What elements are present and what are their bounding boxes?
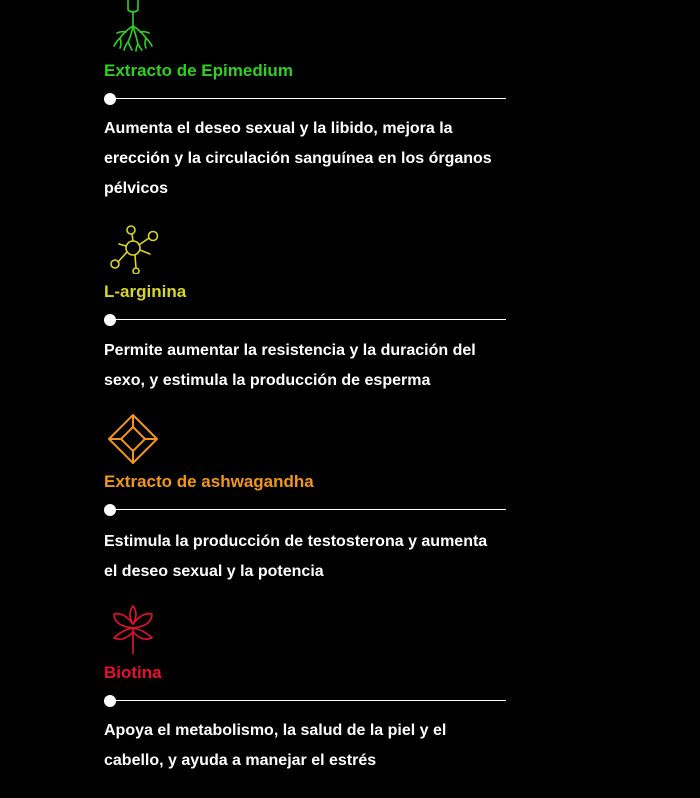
flower-icon (106, 600, 160, 654)
molecule-icon (106, 220, 160, 274)
ingredient-title: Extracto de ashwagandha (104, 472, 314, 491)
divider-dot (104, 314, 116, 326)
ingredient-title: Extracto de Epimedium (104, 61, 293, 80)
ingredient-title: Biotina (104, 663, 162, 682)
divider-line (110, 98, 506, 99)
ingredient-description: Aumenta el deseo sexual y la libido, mejora la erección y la circulación sanguínea en los órganos pélvicos (104, 120, 492, 197)
ingredient-divider (104, 92, 506, 106)
crystal-icon (106, 412, 160, 466)
root-icon (106, 0, 160, 52)
divider-dot (104, 695, 116, 707)
divider-line (110, 319, 506, 320)
divider-dot (104, 93, 116, 105)
ingredient-description: Permite aumentar la resistencia y la duración del sexo, y estimula la producción de esperma (104, 342, 476, 389)
ingredient-title: L-arginina (104, 282, 187, 301)
ingredient-description: Apoya el metabolismo, la salud de la piel y el cabello, y ayuda a manejar el estrés (104, 722, 447, 769)
ingredient-description: Estimula la producción de testosterona y aumenta el deseo sexual y la potencia (104, 533, 488, 580)
divider-line (110, 509, 506, 510)
ingredient-divider (104, 694, 506, 708)
ingredient-divider (104, 313, 506, 327)
divider-line (110, 700, 506, 701)
ingredient-divider (104, 503, 506, 517)
divider-dot (104, 504, 116, 516)
